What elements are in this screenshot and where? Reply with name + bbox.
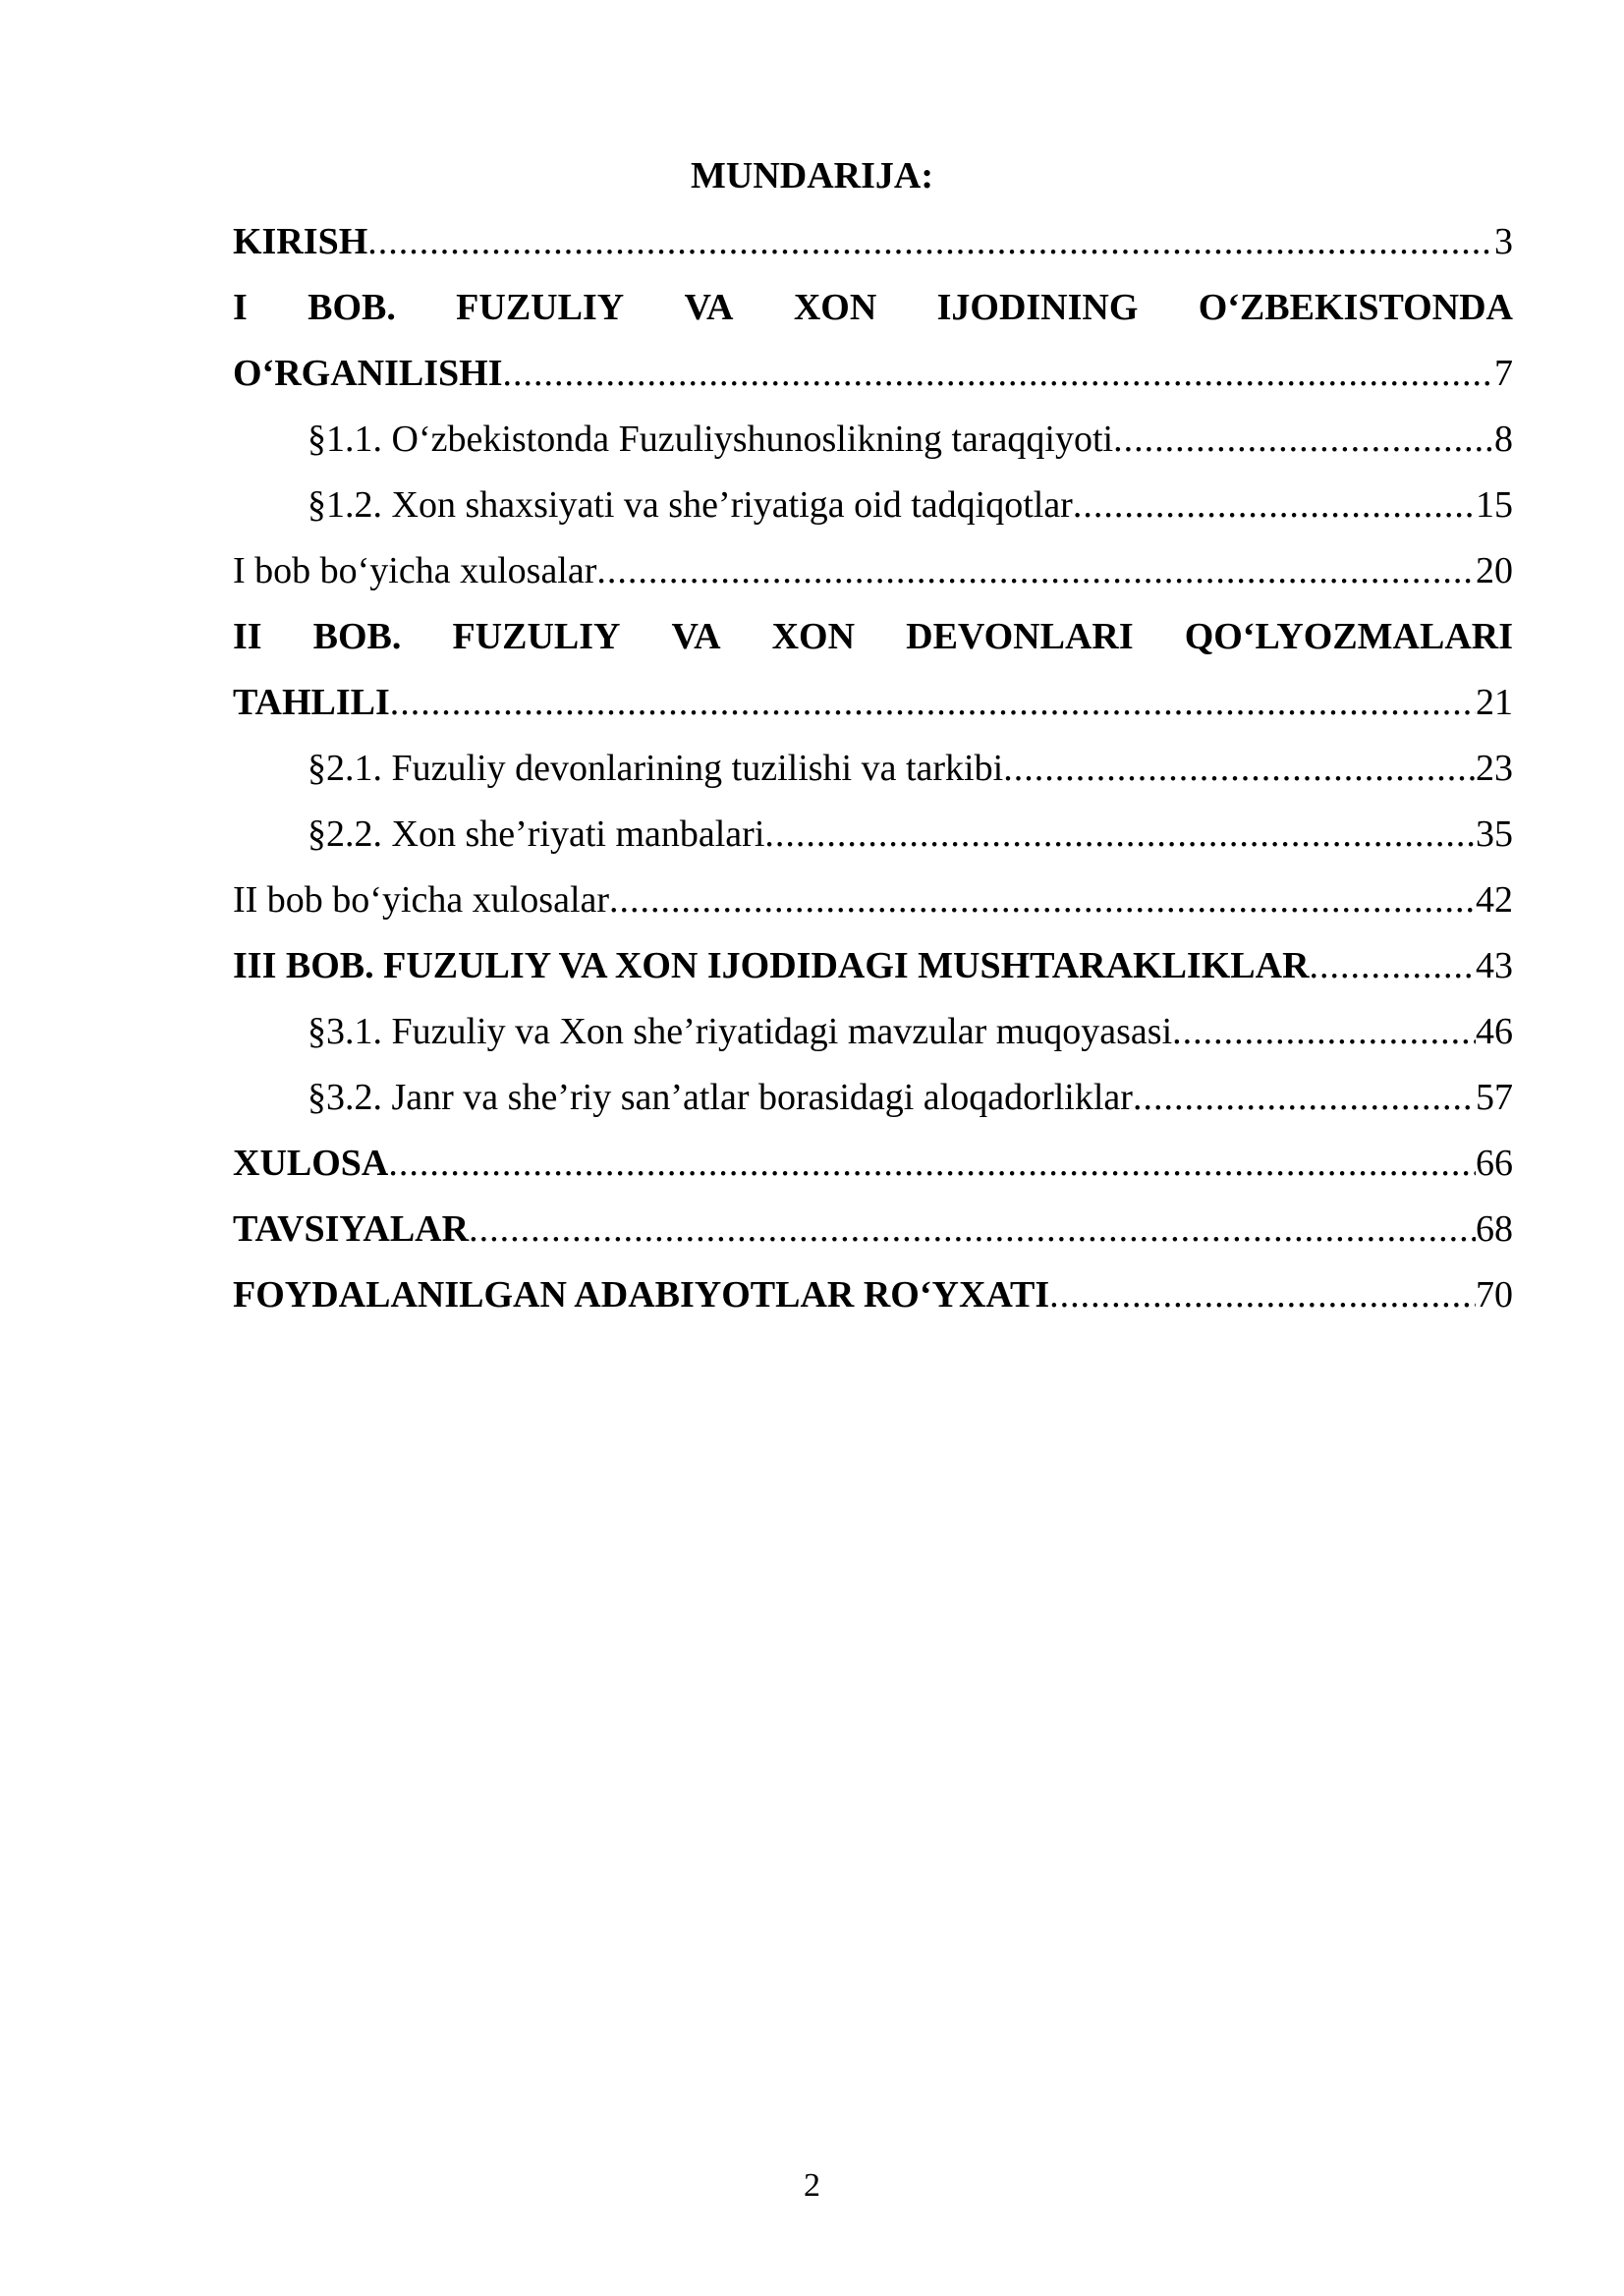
toc-entry-bob1-line1 [233,283,1513,332]
dot-leader [609,875,1476,924]
toc-entry-bob2-line2 [233,678,1513,727]
toc-entry-bob3 [233,941,1513,990]
toc-page-number: 3 [1494,221,1513,262]
toc-page-number: 8 [1494,419,1513,460]
toc-page-number: 57 [1476,1077,1513,1118]
toc-page-number: 66 [1476,1143,1513,1184]
toc-word: IJODINING [936,287,1139,328]
dot-leader [1310,941,1476,990]
toc-entry-kirish [233,217,1513,266]
toc-entry-adabiyotlar [233,1270,1513,1319]
toc-entry-label: FOYDALANILGAN ADABIYOTLAR RO‘YXATI [233,1274,1050,1316]
dot-leader [503,349,1495,398]
toc-entry-label: XULOSA [233,1143,389,1184]
toc-page-number: 21 [1476,682,1513,723]
toc-word: II [233,616,262,657]
toc-entry-label: TAHLILI [233,682,390,723]
toc-page-number: 42 [1476,879,1513,921]
toc-page-number: 20 [1476,550,1513,591]
toc-word: VA [671,616,721,657]
dot-leader [388,1139,1476,1188]
toc-entry-label: TAVSIYALAR [233,1208,470,1250]
toc-word: BOB. [308,287,396,328]
toc-page-number: 23 [1476,748,1513,789]
toc-entry-s1-1 [308,415,1513,464]
toc-entry-s3-2 [308,1073,1513,1122]
toc-entry-s2-1 [308,744,1513,793]
dot-leader [1003,744,1476,793]
toc-entry-label: III BOB. FUZULIY VA XON IJODIDAGI MUSHTARAKLIKLAR [233,945,1310,986]
dot-leader [469,1204,1476,1254]
toc-word: XON [793,287,877,328]
toc-word: DEVONLARI [906,616,1134,657]
toc-page-number: 70 [1476,1274,1513,1316]
toc-entry-bob2-line1 [233,612,1513,661]
toc-page-number: 46 [1476,1011,1513,1052]
toc-entry-s2-2 [308,810,1513,859]
page-number: 2 [804,2167,820,2204]
dot-leader [390,678,1476,727]
dot-leader [367,217,1494,266]
toc-entry-label: O‘RGANILISHI [233,353,503,394]
toc-entry-xulosa-1 [233,546,1513,595]
toc-word: FUZULIY [456,287,625,328]
toc-page-number: 35 [1476,813,1513,855]
toc-entry-label: §1.1. O‘zbekistonda Fuzuliyshunoslikning taraqqiyoti [308,419,1114,460]
toc-entry-label: §3.1. Fuzuliy va Xon she’riyatidagi mavzular muqoyasasi [308,1011,1173,1052]
toc-entry-label: I bob bo‘yicha xulosalar [233,550,597,591]
toc-entry-label: KIRISH [233,221,368,262]
toc-entry-label: II bob bo‘yicha xulosalar [233,879,610,921]
toc-page-number: 68 [1476,1208,1513,1250]
toc-entry-xulosa-2 [233,875,1513,924]
toc-entry-label: §3.2. Janr va she’riy san’atlar borasidagi aloqadorliklar [308,1077,1133,1118]
dot-leader [1049,1270,1476,1319]
toc-word: QO‘LYOZMALARI [1184,616,1513,657]
toc-entry-label: §1.2. Xon shaxsiyati va she’riyatiga oid tadqiqotlar [308,484,1073,526]
toc-word: XON [771,616,856,657]
dot-leader [1172,1007,1476,1056]
toc-word: BOB. [312,616,402,657]
toc-entry-xulosa [233,1139,1513,1188]
toc-page-number: 15 [1476,484,1513,526]
toc-word: FUZULIY [452,616,621,657]
page-title: MUNDARIJA: [691,155,933,196]
toc-entry-label: §2.1. Fuzuliy devonlarining tuzilishi va tarkibi [308,748,1004,789]
toc-entry-tavsiyalar [233,1204,1513,1254]
dot-leader [1133,1073,1476,1122]
toc-word: I [233,287,248,328]
toc-word: VA [684,287,734,328]
dot-leader [764,810,1476,859]
toc-entry-bob1-line2 [233,349,1513,398]
toc-word: O‘ZBEKISTONDA [1198,287,1513,328]
toc-page-number: 7 [1494,353,1513,394]
dot-leader [596,546,1476,595]
toc-page-number: 43 [1476,945,1513,986]
dot-leader [1113,415,1494,464]
toc-entry-s1-2 [308,480,1513,530]
toc-entry-s3-1 [308,1007,1513,1056]
toc-entry-label: §2.2. Xon she’riyati manbalari [308,813,765,855]
dot-leader [1073,480,1476,530]
